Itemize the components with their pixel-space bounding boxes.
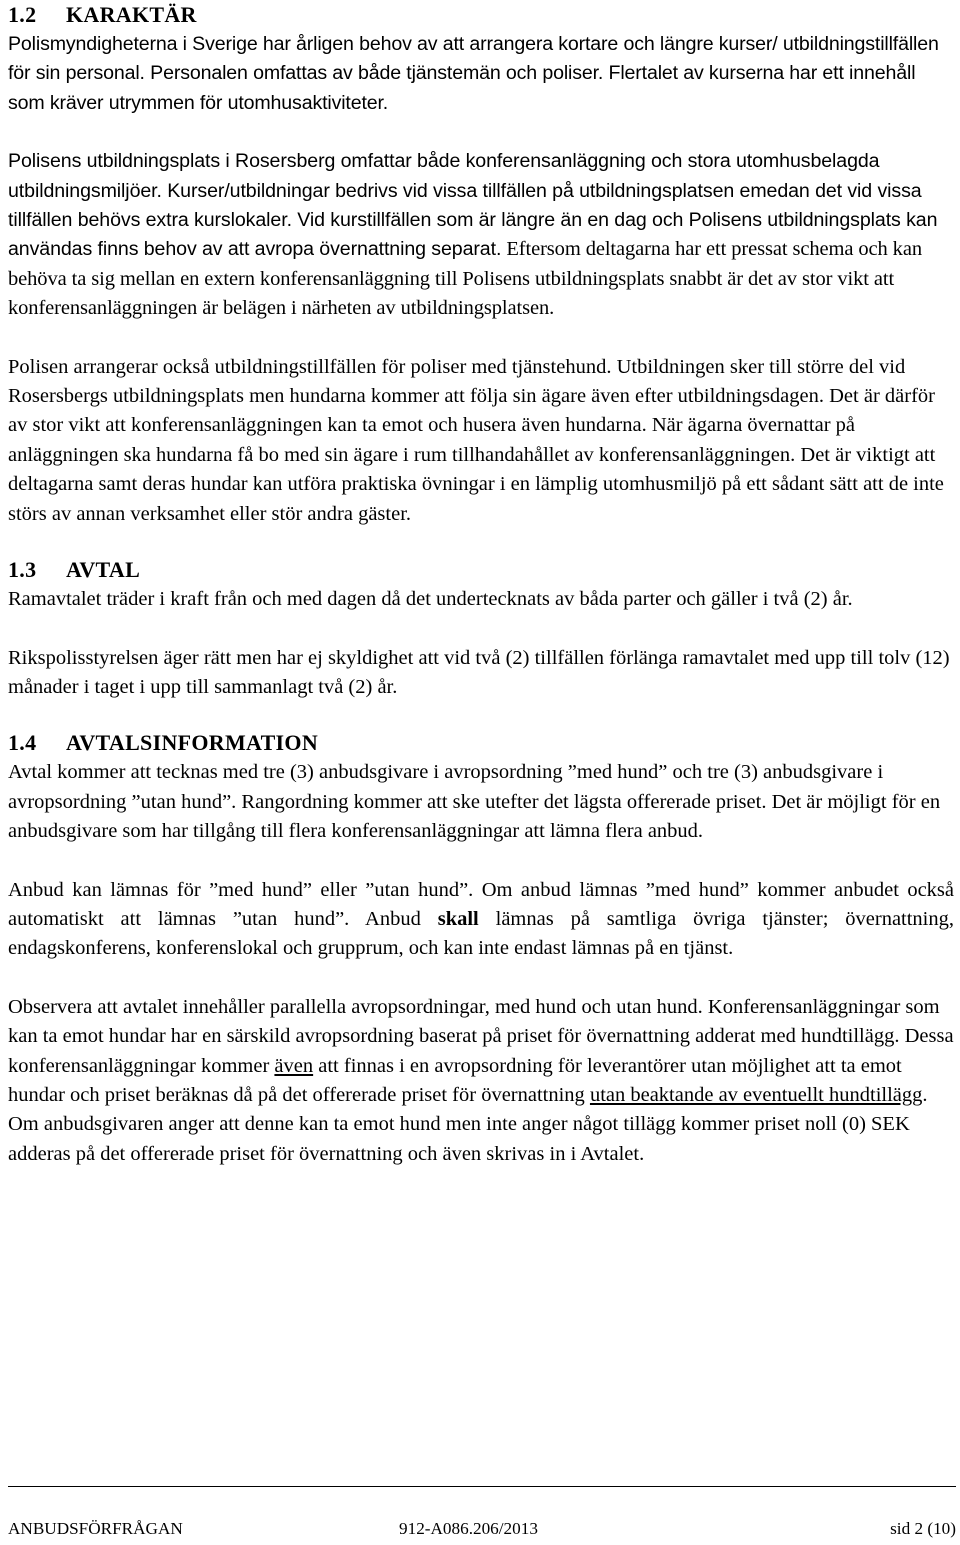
paragraph-avtal-2: Rikspolisstyrelsen äger rätt men har ej skyldighet att vid två (2) tillfällen förlänga ramavtalet med upp till tolv (12) månader i taget i upp till sammanlagt två (2) år.	[8, 646, 950, 698]
section-title: AVTAL	[66, 557, 141, 583]
paragraph-avtalsinfo-2	[8, 876, 954, 964]
footer-divider	[8, 1486, 956, 1487]
section-title: KARAKTÄR	[66, 2, 197, 27]
paragraph-karaktar-2-part-c: Vid kurstillfällen som är längre än en dag och Polisens utbildningsplats kan användas finns behov av att avropa övernattning separat.	[8, 209, 938, 261]
paragraph-avtalsinfo-3-part-a: Observera att avtalet innehåller parallella avropsordningar, med hund och utan hund. Konferensanläggningar som kan ta emot hundar har en särskild avropsordning baserat på priset för övernattning adderat med hundtillägg. Dessa konferensanläggningar kommer	[8, 995, 954, 1077]
section-heading-karaktar	[8, 0, 954, 30]
section-number: 1.2	[8, 2, 37, 27]
paragraph-karaktar-2-part-d: Eftersom deltagarna har ett pressat schema och kan behöva ta sig mellan en extern konferensanläggning till Polisens utbildningsplats snabbt är det av stor vikt att konferensanläggningen är belägen i närheten av utbildningsplatsen.	[8, 238, 922, 320]
footer-document-type: ANBUDSFÖRFRÅGAN	[8, 1519, 183, 1538]
document-page	[8, 0, 954, 1169]
paragraph-avtalsinfo-1: Avtal kommer att tecknas med tre (3) anbudsgivare i avropsordning ”med hund” och tre (3) anbudsgivare i avropsordning ”utan hund”. Rangordning kommer att ske utefter det lägsta offererade priset. Det är möjligt för en anbudsgivare som har tillgång till flera konferensanläggningar att lämna flera anbud.	[8, 761, 941, 843]
paragraph-karaktar-1: Polismyndigheterna i Sverige har årligen behov av att arrangera kortare och längre kurser/ utbildningstillfällen för sin personal. Personalen omfattas av både tjänstemän och poliser. Flertalet av kurserna har ett innehåll som kräver utrymmen för utomhusaktiviteter.	[8, 33, 939, 114]
paragraph-karaktar-3: Polisen arrangerar också utbildningstillfällen för poliser med tjänstehund. Utbildningen sker till större del vid Rosersbergs utbildningsplats men hundarna kommer att följa sin ägare även efter utbildningsdagen. Det är därför av stor vikt att konferensanläggningen kan ta emot och husera även hundarna. När ägarna övernattar på anläggningen ska hundarna få bo med sin ägare i rum tillhandahållet av konferensanläggningen. Det är viktigt att deltagarna samt deras hundar kan utföra praktiska övningar i en lämplig utomhusmiljö på ett sådant sätt att de inte störs av annan verksamhet eller stör andra gäster.	[8, 355, 944, 525]
paragraph-karaktar-2	[8, 147, 954, 323]
paragraph-avtalsinfo-3	[8, 993, 954, 1169]
page-footer	[8, 1517, 956, 1541]
paragraph-avtalsinfo-3-part-e: . Om anbudsgivaren anger att denne kan ta emot hund men inte anger något tillägg kommer priset noll (0) SEK adderas på det offererade priset för övernattning och även skrivas in i Avtalet.	[8, 1083, 928, 1165]
paragraph-avtalsinfo-2-part-c: lämnas på samtliga övriga tjänster; övernattning, endagskonferens, konferenslokal och grupprum, och kan inte endast lämnas på en tjänst.	[8, 907, 954, 960]
section-heading-avtal	[8, 555, 954, 585]
paragraph-avtalsinfo-3-part-c: att finnas i en avropsordning för leverantörer utan möjlighet att ta emot hundar och priset beräknas då på det offererade priset för övernattning	[8, 1054, 902, 1106]
footer-page-number: sid 2 (10)	[890, 1519, 956, 1538]
section-number: 1.4	[8, 730, 37, 756]
footer-reference-number: 912-A086.206/2013	[399, 1519, 538, 1538]
paragraph-karaktar-2-part-a: Polisens utbildningsplats i Rosersberg omfattar både konferensanläggning och stora utomhusbelagda utbildningsmiljöer.	[8, 150, 880, 202]
section-title: AVTALSINFORMATION	[66, 730, 319, 756]
paragraph-avtalsinfo-2-part-a: Anbud kan lämnas för ”med hund” eller ”utan hund”. Om anbud lämnas ”med hund” kommer anbudet också automatiskt att lämnas ”utan hund”. Anbud	[8, 878, 954, 930]
section-number: 1.3	[8, 557, 37, 583]
emphasis-skall: skall	[437, 907, 479, 930]
underlined-utan-beaktande: utan beaktande av eventuellt hundtillägg	[589, 1083, 923, 1106]
section-heading-avtalsinformation	[8, 728, 954, 758]
paragraph-karaktar-2-part-b: Kurser/utbildningar bedrivs vid vissa tillfällen på utbildningsplatsen emedan det vid vissa tillfällen behövs extra kurslokaler.	[8, 179, 922, 232]
paragraph-avtal-1: Ramavtalet träder i kraft från och med dagen då det undertecknats av båda parter och gäller i två (2) år.	[8, 588, 853, 611]
underlined-aven: även	[274, 1054, 314, 1077]
